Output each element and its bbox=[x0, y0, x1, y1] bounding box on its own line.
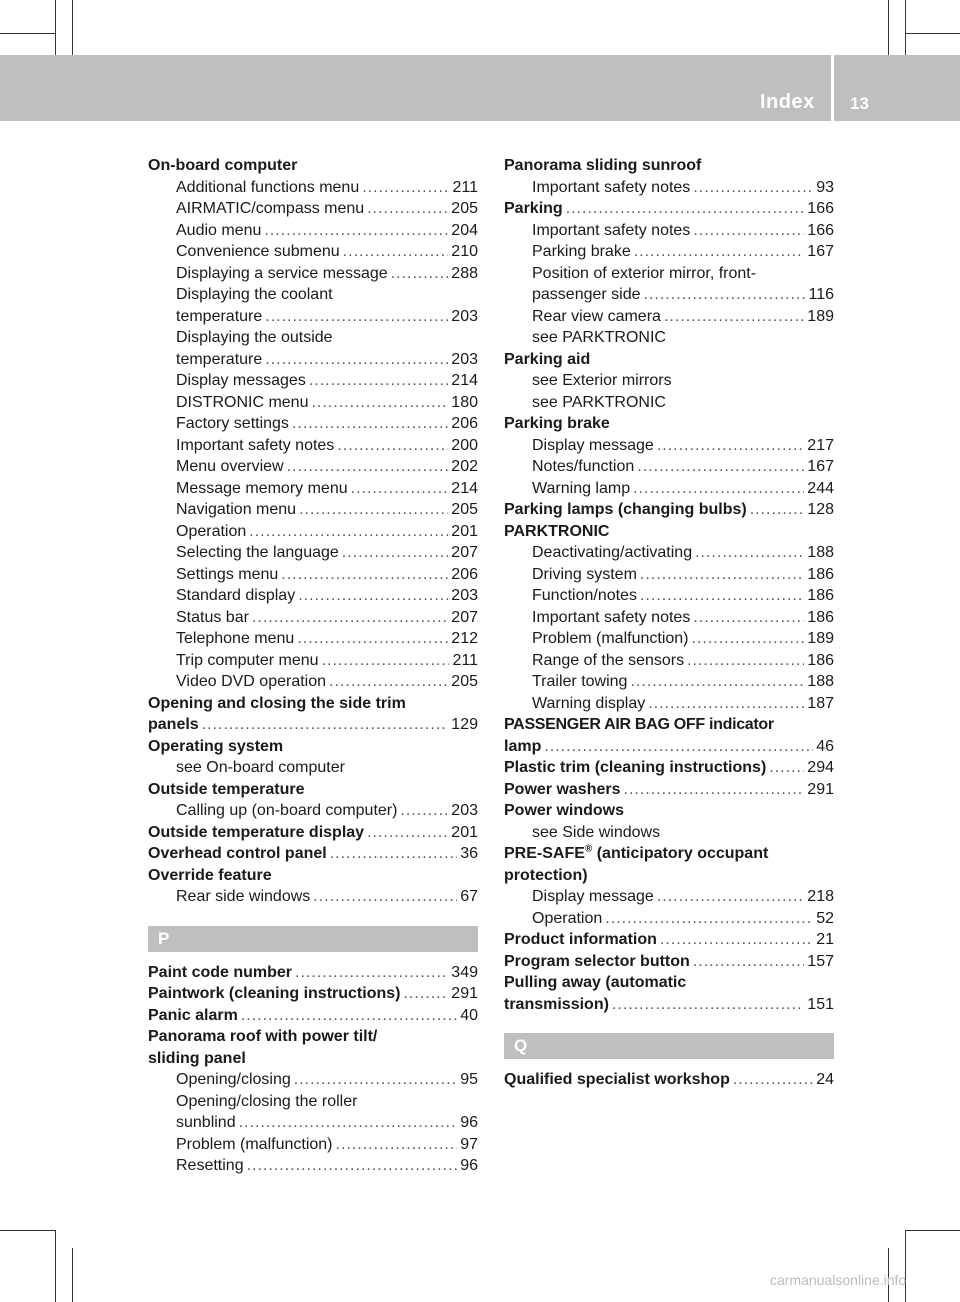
index-entry: Outside temperature display ..... 201 bbox=[148, 822, 478, 844]
index-sublist bbox=[148, 177, 478, 285]
index-subentry: Status bar ..... 207 bbox=[148, 607, 478, 629]
index-subentry: Warning display ..... 187 bbox=[504, 693, 834, 715]
index-subentry: Parking brake ..... 167 bbox=[504, 241, 834, 263]
crop-mark bbox=[905, 0, 906, 55]
index-subentry: Position of exterior mirror, front- bbox=[532, 264, 757, 282]
page-title: Index bbox=[760, 91, 815, 113]
index-entry: Panic alarm ..... 40 bbox=[148, 1005, 478, 1027]
crop-mark bbox=[55, 1230, 56, 1302]
index-see-reference: see PARKTRONIC bbox=[532, 393, 666, 411]
index-subentry: Telephone menu ..... 212 bbox=[148, 628, 478, 650]
index-heading: Parking brake bbox=[504, 415, 610, 432]
index-subentry: Trailer towing ..... 188 bbox=[504, 671, 834, 693]
index-subentry: passenger side ..... 116 bbox=[504, 284, 834, 306]
index-subentry: Factory settings ..... 206 bbox=[148, 413, 478, 435]
index-subentry: Display message ..... 217 bbox=[504, 435, 834, 457]
index-subentry: Menu overview ..... 202 bbox=[148, 456, 478, 478]
crop-mark bbox=[0, 33, 55, 34]
index-subentry: Display messages ..... 214 bbox=[148, 370, 478, 392]
index-entry: transmission) ..... 151 bbox=[504, 994, 834, 1016]
index-subentry: Standard display ..... 203 bbox=[148, 585, 478, 607]
index-subentry: Opening/closing the roller bbox=[176, 1092, 358, 1110]
index-heading: Pulling away (automatic bbox=[504, 974, 687, 991]
index-subentry: Deactivating/activating ..... 188 bbox=[504, 542, 834, 564]
index-sublist bbox=[148, 370, 478, 693]
index-subentry: DISTRONIC menu ..... 180 bbox=[148, 392, 478, 414]
index-see-reference: see Side windows bbox=[532, 823, 661, 841]
index-see-reference: see PARKTRONIC bbox=[532, 329, 666, 346]
index-subentry: Rear side windows ..... 67 bbox=[148, 886, 478, 908]
index-subentry: Function/notes ..... 186 bbox=[504, 585, 834, 607]
index-subentry: Problem (malfunction) ..... 97 bbox=[148, 1134, 478, 1156]
index-heading: protection) bbox=[504, 866, 588, 884]
index-entry: Product information ..... 21 bbox=[504, 929, 834, 951]
index-subentry: Audio menu ..... 204 bbox=[148, 220, 478, 242]
index-heading: Override feature bbox=[148, 866, 272, 884]
index-subentry: Displaying a service message ..... 288 bbox=[148, 263, 478, 285]
index-subentry: temperature ..... 203 bbox=[148, 306, 478, 328]
index-heading: Outside temperature bbox=[148, 780, 305, 798]
index-subentry: Selecting the language ..... 207 bbox=[148, 542, 478, 564]
crop-mark bbox=[905, 1230, 960, 1231]
crop-mark bbox=[55, 0, 56, 55]
index-heading: PASSENGER AIR BAG OFF indicator bbox=[504, 716, 774, 733]
index-subentry: Video DVD operation ..... 205 bbox=[148, 671, 478, 693]
index-entry: Paintwork (cleaning instructions) ..... 291 bbox=[148, 983, 478, 1005]
crop-mark bbox=[72, 0, 73, 55]
index-subentry: Message memory menu ..... 214 bbox=[148, 478, 478, 500]
index-entry: Qualified specialist workshop ..... 24 bbox=[504, 1069, 834, 1091]
index-subentry: Important safety notes ..... 200 bbox=[148, 435, 478, 457]
index-subentry: temperature ..... 203 bbox=[148, 349, 478, 371]
index-subentry: Additional functions menu ..... 211 bbox=[148, 177, 478, 199]
index-heading: Operating system bbox=[148, 737, 284, 755]
section-letter-q: Q bbox=[504, 1033, 834, 1059]
index-subentry: Important safety notes ..... 93 bbox=[504, 177, 834, 199]
index-heading: Opening and closing the side trim bbox=[148, 694, 406, 712]
index-heading: Panorama roof with power tilt/ bbox=[148, 1028, 378, 1045]
index-entry: Program selector button ..... 157 bbox=[504, 951, 834, 973]
index-subentry: Trip computer menu ..... 211 bbox=[148, 650, 478, 672]
index-entry: panels ..... 129 bbox=[148, 714, 478, 736]
index-sublist bbox=[504, 542, 834, 714]
index-entry: Parking lamps (changing bulbs) ..... 128 bbox=[504, 499, 834, 521]
index-subentry: Rear view camera ..... 189 bbox=[504, 306, 834, 328]
index-heading: Power windows bbox=[504, 802, 625, 819]
page-header-bar bbox=[0, 55, 960, 121]
index-subentry: Navigation menu ..... 205 bbox=[148, 499, 478, 521]
crop-mark bbox=[888, 0, 889, 55]
index-sublist bbox=[504, 435, 834, 500]
crop-mark bbox=[905, 1230, 906, 1302]
index-heading: Parking aid bbox=[504, 350, 591, 368]
index-subentry: Problem (malfunction) ..... 189 bbox=[504, 628, 834, 650]
page-number: 13 bbox=[850, 94, 869, 113]
index-subentry: Settings menu ..... 206 bbox=[148, 564, 478, 586]
index-see-reference: see Exterior mirrors bbox=[532, 372, 672, 389]
index-entry: Power washers ..... 291 bbox=[504, 779, 834, 801]
section-letter-p: P bbox=[148, 926, 478, 952]
index-entry: Overhead control panel ..... 36 bbox=[148, 843, 478, 865]
index-subentry: Operation ..... 52 bbox=[504, 908, 834, 930]
index-column-right bbox=[504, 155, 834, 1091]
index-subentry: Operation ..... 201 bbox=[148, 521, 478, 543]
crop-mark bbox=[0, 1230, 55, 1231]
index-entry: Parking ..... 166 bbox=[504, 198, 834, 220]
index-subentry: Display message ..... 218 bbox=[504, 886, 834, 908]
index-subentry: sunblind ..... 96 bbox=[148, 1112, 478, 1134]
index-subentry: Important safety notes ..... 166 bbox=[504, 220, 834, 242]
crop-mark bbox=[905, 33, 960, 34]
watermark-text: carmanualsonline.info bbox=[770, 1272, 907, 1288]
index-subentry: Opening/closing ..... 95 bbox=[148, 1069, 478, 1091]
index-subentry: Convenience submenu ..... 210 bbox=[148, 241, 478, 263]
index-entry: Plastic trim (cleaning instructions) ..... 294 bbox=[504, 757, 834, 779]
index-subentry: Driving system ..... 186 bbox=[504, 564, 834, 586]
index-subentry: Warning lamp ..... 244 bbox=[504, 478, 834, 500]
index-subentry: Important safety notes ..... 186 bbox=[504, 607, 834, 629]
index-subentry: Resetting ..... 96 bbox=[148, 1155, 478, 1177]
registered-mark: ® bbox=[584, 843, 593, 855]
index-heading: sliding panel bbox=[148, 1049, 246, 1067]
index-heading: PRE-SAFE® (anticipatory occupant bbox=[504, 843, 769, 862]
index-heading: PARKTRONIC bbox=[504, 522, 610, 540]
index-subentry: Calling up (on-board computer) ..... 203 bbox=[148, 800, 478, 822]
index-see-reference: see On-board computer bbox=[176, 759, 345, 776]
header-separator bbox=[831, 55, 834, 121]
index-heading: Panorama sliding sunroof bbox=[504, 157, 702, 174]
index-column-left bbox=[148, 155, 478, 1177]
index-entry: lamp ..... 46 bbox=[504, 736, 834, 758]
index-heading: On-board computer bbox=[148, 157, 298, 174]
index-subentry: Range of the sensors ..... 186 bbox=[504, 650, 834, 672]
index-subentry: Displaying the outside bbox=[176, 329, 333, 346]
index-subentry: Notes/function ..... 167 bbox=[504, 456, 834, 478]
index-entry: Paint code number ..... 349 bbox=[148, 962, 478, 984]
index-subentry: Displaying the coolant bbox=[176, 286, 333, 303]
crop-mark bbox=[72, 1248, 73, 1302]
index-subentry: AIRMATIC/compass menu ..... 205 bbox=[148, 198, 478, 220]
